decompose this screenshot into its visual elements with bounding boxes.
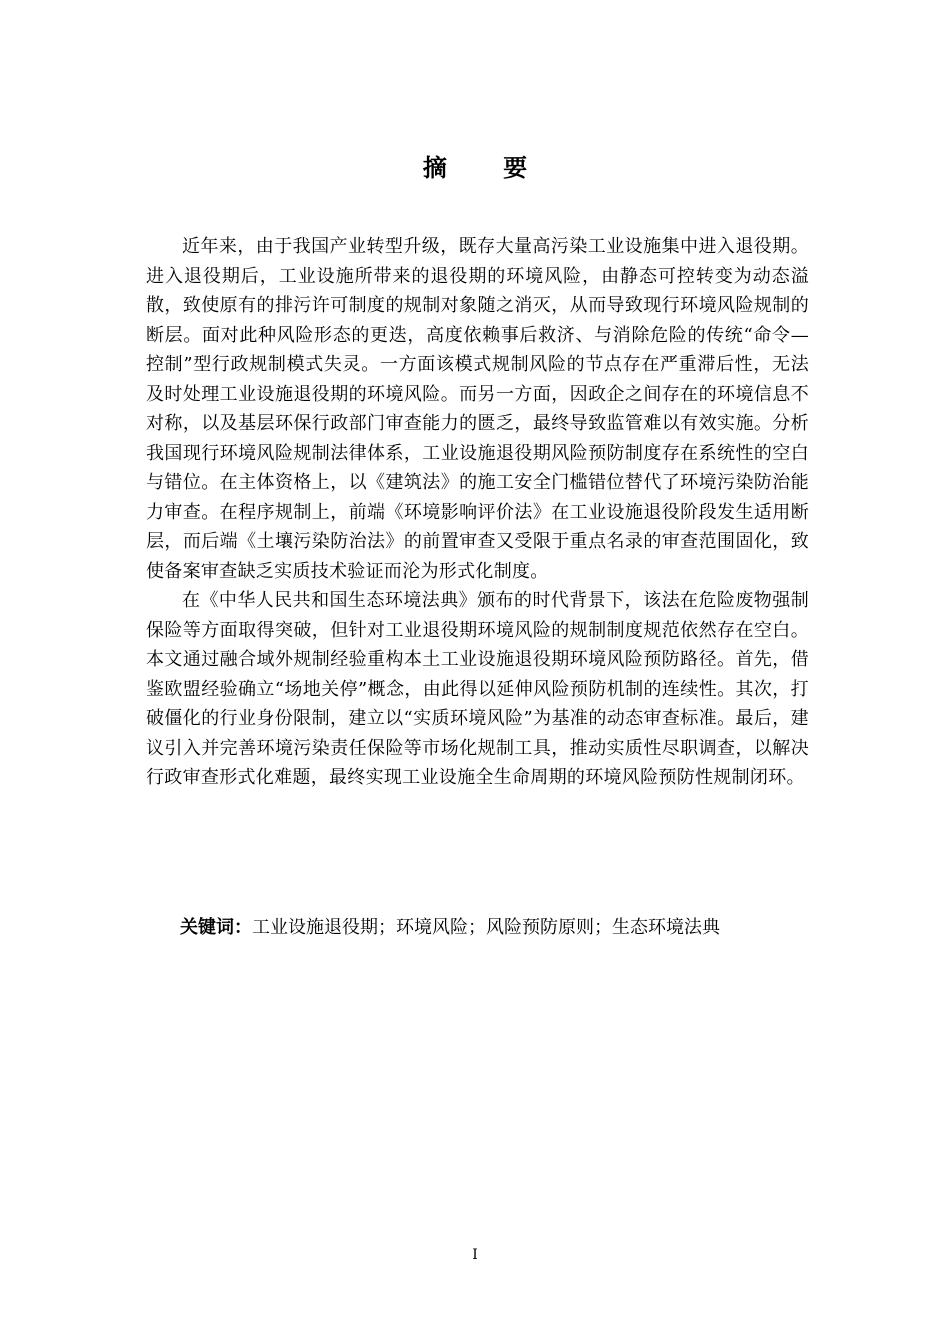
- keywords-label: 关键词：: [180, 917, 252, 938]
- abstract-body: [146, 232, 809, 793]
- page-number: I: [472, 1247, 478, 1263]
- abstract-paragraph-2: 在《中华人民共和国生态环境法典》颁布的时代背景下，该法在危险废物强制保险等方面取得突破，但针对工业退役期环境风险的规制制度规范依然存在空白。本文通过融合域外规制经验重构本土工业设施退役期环境风险预防路径。首先，借鉴欧盟经验确立“场地关停”概念，由此得以延伸风险预防机制的连续性。其次，打破僵化的行业身份限制，建立以“实质环境风险”为基准的动态审查标准。最后，建议引入并完善环境污染责任保险等市场化规制工具，推动实质性尽职调查，以解决行政审查形式化难题，最终实现工业设施全生命周期的环境风险预防性规制闭环。: [146, 590, 809, 788]
- keywords-value: 工业设施退役期；环境风险；风险预防原则；生态环境法典: [252, 917, 720, 938]
- abstract-paragraph-1: 近年来，由于我国产业转型升级，既存大量高污染工业设施集中进入退役期。进入退役期后，工业设施所带来的退役期的环境风险，由静态可控转变为动态溢散，致使原有的排污许可制度的规制对象随之消灭，从而导致现行环境风险规制的断层。面对此种风险形态的更迭，高度依赖事后救济、与消除危险的传统“命令—控制”型行政规制模式失灵。一方面该模式规制风险的节点存在严重滞后性，无法及时处理工业设施退役期的环境风险。而另一方面，因政企之间存在的环境信息不对称，以及基层环保行政部门审查能力的匮乏，最终导致监管难以有效实施。分析我国现行环境风险规制法律体系，工业设施退役期风险预防制度存在系统性的空白与错位。在主体资格上，以《建筑法》的施工安全门槛错位替代了环境污染防治能力审查。在程序规制上，前端《环境影响评价法》在工业设施退役阶段发生适用断层，而后端《土壤污染防治法》的前置审查又受限于重点名录的审查范围固化，致使备案审查缺乏实质技术验证而沦为形式化制度。: [146, 236, 809, 582]
- keywords-line: [180, 913, 720, 943]
- abstract-title: 摘 要: [422, 154, 552, 182]
